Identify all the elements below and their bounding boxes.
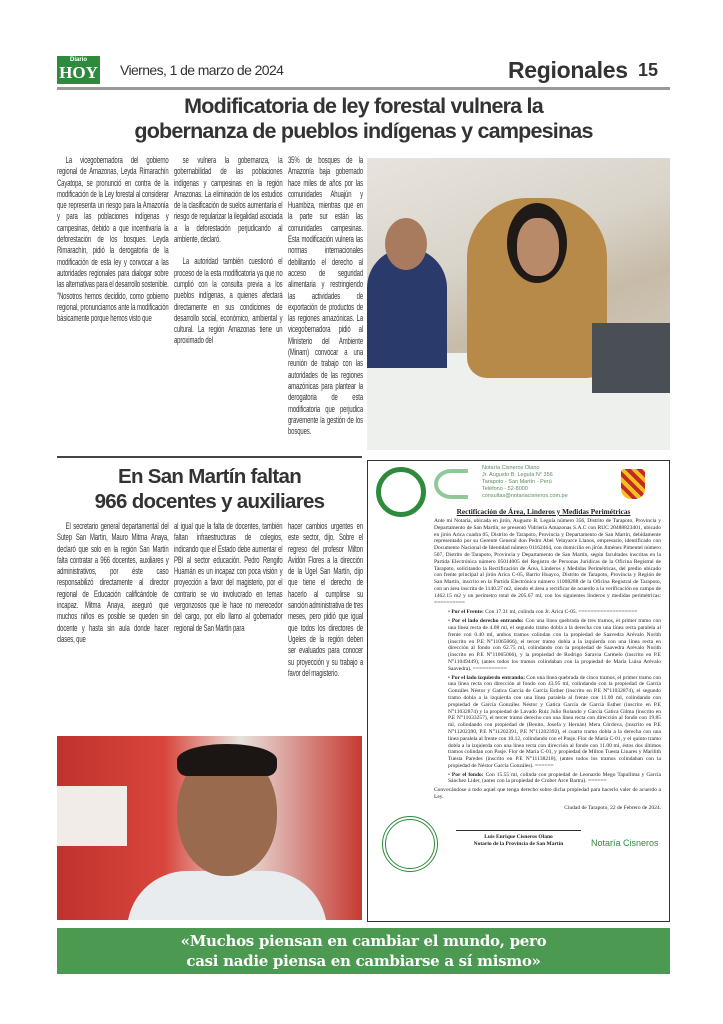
article1-column-2: [174, 155, 283, 347]
paragraph: hacer cambios urgentes en este sector, dijo. Sobre el regreso del profesor Milton Avidón Flores a la dirección de la Ugel San Martín, dijo que tiene el derecho de hacerlo al cumplirse su sanción administrativa de tres meses, pero pidió que igual que todos los directores de Ugeles de la región deben ser evaluados para conocer su proyección y su trabajo a favor del magisterio.: [288, 521, 364, 679]
quote-line: casi nadie piensa en cambiarse a sí mismo»: [186, 952, 541, 970]
item-label: Por el lado derecho entrando:: [451, 618, 524, 625]
header-line: consultas@notariacisneros.com.pe: [482, 493, 568, 499]
header-line: Teléfono - 52-8000: [482, 486, 528, 492]
logo-big-text: HOY: [59, 63, 98, 82]
headline-line: Modificatoria de ley forestal vulnera la: [184, 94, 543, 118]
article2-column-3: [288, 521, 363, 679]
notice-intro: Ante mi Notaría, ubicada en jirón, Augusto B. Leguía número 356, Distrito de Tarapoto, Provincia y Departamento de San Martín, se presentó Vidriería Amazonas S.A.C con RUC 20488823401, ubicado en jirón Arica cuadra 05, Distrito de Tarapoto, Provincia y Departamento de San Martín, debidamente representado por su Gerente General don Pedro Abel Velayarce Llanos, empresario, identificado con Documento Nacional de Identidad número 01162464, con domicilio en jirón Jiménez Pimentel número 507, Distrito de Tarapoto, Provincia y Departamento de San Martín, según facultades inscritas en la Partida Electrónica número 05014005 del Registro de Personas Jurídicas de la Oficina Registral de Tarapoto, solicitando la Rectificación de Área, Linderos y Medidas Perimétricas, del predio ubicado con frente principal al jirón Arica C-05, Barrio Huayco, Distrito de Tarapoto, Provincia y Región de San Martín, inscrito en la Partida Electrónica número 11008288 de la Oficina Registral de Tarapoto, con un área inscrita de 1140.27 m2, siendo el área a rectificar de acuerdo a la verificación en campo de 1462.15 m2 y un perímetro total de 205.67 ml, con los siguientes linderos y medidas perimétricas: ==========: [434, 518, 661, 606]
boundary-item: • Por el lado derecho entrando: Con una línea quebrada de tres tramos, el primer tramo con una línea recta de 4.08 ml, el segundo tramo dobla a la derecha con una línea recta paralela al frente con 0.40 ml, ambos tramos colindan con la propiedad de Saavedra Arévalo Norith (inscrito en P.E N°11065066), el tercer tramo dobla a la izquierda con una línea recta en dirección al fondo con 62.75 ml, colindando con la propiedad de Saavedra Arévalo Norith (inscrito en P.E N°11065066), y la propiedad de Rodrigo Saravia Carmelo (inscrito en P.E N°11049449), (antes todos los tramos colindaban con la propiedad de María Luisa Arévalo Saavedra). ===========: [448, 618, 662, 672]
item-text: Con una línea quebrada de cinco tramos, el primer tramo con una línea recta con dirección al fondo con 43.95 ml, colindando con la propiedad de García Gonzáles Néstor y Gatica García de García Esther (inscrito en P.E N°11032874), el segundo tramo dobla a la izquierda con una línea paralela al frente con 11.00 ml, colindando con propiedad de García Gonzáles Néstor y Gatica García de García Esther (inscrito en P.E N°11032874) y la propiedad de Lavado Ruiz Julio Rolando y García Gatica Gilma (inscrito en P.E N°11033257), el tercer tramo derecho con una línea recta con dirección al fondo con 19.85 ml, colindando con propiedad de (Benito, Josefa y Hernán) Mera Córdova, (inscrito en P.E N°11202390, P.E N°11202391, P.E N°11202392), el cuarto tramo dobla a la derecha con una línea paralela al frente con 10.12, colindando con el Pasje. Flor de María C-01, y el quinto tramo dobla a la izquierda con una línea recta con dirección al fondo con 11.00 ml, éstos dos últimos tramos colindan con Pasje. Flor de María C-01, y propiedad de Milton Tuesta Linares y Marilith Tuesta Paredes (inscrito en P.E N°11138218), (antes todos los tramos colindaban con la propiedad de Néstor García Gonzáles). ======: [448, 674, 661, 769]
article-divider: [57, 456, 362, 458]
header-divider: [57, 87, 670, 90]
boundaries-list: [448, 609, 661, 785]
notice-title: Rectificación de Área, Linderos y Medidas Perimétricas: [456, 507, 631, 516]
headline-line: gobernanza de pueblos indígenas y campesinas: [134, 119, 593, 143]
paragraph: al igual que la falta de docentes, también faltan infraestructuras de colegios, indicando que el Estado debe aumentar el PBI al sector educación. Pedro Rengifo Huamán es un incapaz con poca visión y proyección a favor del magisterio, por el contrario se vio involucrado en temas vergonzosos que le hace no merecedor del cargo, por ello llamo al gobernador regional de San Martín para: [174, 521, 283, 634]
boundary-item: • Por el lado izquierdo entrando: Con una línea quebrada de cinco tramos, el primer tramo con una línea recta con dirección al fondo con 43.95 ml, colindando con la propiedad de García Gonzáles Néstor y Gatica García de García Esther (inscrito en P.E N°11032874), el segundo tramo dobla a la izquierda con una línea paralela al frente con 11.00 ml, colindando con propiedad de García Gonzáles Néstor y Gatica García de García Esther (inscrito en P.E N°11032874) y la propiedad de Lavado Ruiz Julio Rolando y García Gatica Gilma (inscrito en P.E N°11033257), el tercer tramo derecho con una línea recta con dirección al fondo con 19.85 ml, colindando con propiedad de (Benito, Josefa y Hernán) Mera Córdova, (inscrito en P.E N°11202390, P.E N°11202391, P.E N°11202392), el cuarto tramo dobla a la derecha con una línea paralela al frente con 10.12, colindando con el Pasje. Flor de María C-01, y el quinto tramo dobla a la izquierda con una línea recta con dirección al fondo con 11.00 ml, éstos dos últimos tramos colindan con Pasje. Flor de María C-01, y propiedad de Milton Tuesta Linares y Marilith Tuesta Paredes (inscrito en P.E N°11138218), (antes todos los tramos colindaban con la propiedad de Néstor García Gonzáles). ======: [448, 674, 661, 769]
notary-header: [482, 465, 608, 500]
item-label: Por el lado izquierdo entrando:: [451, 674, 525, 681]
logo-small-text: Diario: [69, 57, 87, 63]
notice-body: [434, 518, 661, 812]
article2-column-1: [57, 521, 169, 645]
header-line: Tarapoto - San Martín - Perú: [482, 479, 552, 485]
notary-letterhead: [376, 465, 661, 507]
notary-notice: [367, 460, 670, 922]
header-line: Notaría Cisneros Olano: [482, 465, 540, 471]
boundary-item: • Por el Frente: Con 17.31 ml, colinda con Jr. Arica C-05. ===================: [448, 609, 638, 616]
paragraph: 35% de bosques de la Amazonía baja gobernado hace miles de años por las comunidades Ahuajún y Huambiza, mientras que en la parte sur están las comunidades campesinas. Esta modificación vulnera las normas internacionales debilitando el derecho al acceso de seguridad alimentaria y restringiendo las actividades de exportación de productos de las regiones amazónicas. La vicegobernadora pidió al Ministerio del Ambiente (Minam) convocar a una reunión de trabajo con las autoridades de las regiones amazónicas para plantear la derogatoria de esta modificatoria que perjudica gravemente la gestión de los bosques.: [288, 155, 364, 438]
signer-name: Luis Enrique Cisneros Olano: [484, 833, 553, 840]
paragraph: La vicegobernadora del gobierno regional de Amazonas, Leyda Rimarachín Cayatopa, se pronunció en contra de la modificación de la Ley forestal al considerar que representa un riesgo para la Amazonía y para las poblaciones indígenas y campesinas, debido a que incentivaría la deforestación de los bosques. Leyda Rimarachín, pidió la derogatoria de la modificación de esta ley y convocar a las autoridades regionales para dialogar sobre las alternativas para el desarrollo sostenible. "Nosotros hemos decidido, como gobierno regional, pronunciarnos ante la modificación básicamente porque hemos visto que: [57, 155, 169, 325]
headline-line: En San Martín faltan: [117, 465, 302, 488]
notary-stamp-icon: [382, 816, 438, 872]
item-label: Por el Frente:: [451, 609, 484, 616]
signer-title: Notario de la Provincia de San Martín: [473, 840, 564, 847]
item-text: Con 15.55 ml, colinda con propiedad de Leonardo Mego Tapullima y García Sánchez Lider, (antes con la propiedad de Crober Arce Bartra). ======: [448, 771, 661, 785]
item-text: Con 17.31 ml, colinda con Jr. Arica C-05. ===================: [483, 609, 638, 616]
paragraph: se vulnera la gobernanza, la gobernabilidad de las poblaciones indígenas y campesinas en la región Amazonas. La eliminación de los estudios de la clasificación de suelos aumentaría el riesgo de regularizar la ilegalidad asociada a la deforestación perjudicando al ambiente, declaró.: [174, 155, 283, 246]
article2-photo: [57, 736, 362, 920]
coat-of-arms-icon: [621, 469, 645, 499]
article1-photo: [367, 158, 670, 450]
article1-headline: [57, 94, 670, 144]
header-line: Jr. Augusto B. Leguía N° 356: [482, 472, 553, 478]
article2-headline: [57, 464, 362, 514]
page-number: 15: [638, 60, 659, 80]
notary-brand: Notaría Cisneros: [591, 837, 659, 848]
headline-line: 966 docentes y auxiliares: [94, 490, 325, 513]
article2-column-2: [174, 521, 283, 634]
boundary-item: • Por el fondo: Con 15.55 ml, colinda con propiedad de Leonardo Mego Tapullima y García Sánchez Lider, (antes con la propiedad de Crober Arce Bartra). ======: [448, 771, 661, 785]
issue-date: Viernes, 1 de marzo de 2024: [120, 62, 284, 78]
newspaper-logo: [57, 56, 100, 84]
notary-footer: [376, 816, 661, 878]
notary-brand-logo-icon: [434, 469, 468, 499]
item-label: Por el fondo:: [451, 771, 484, 778]
notary-seal-icon: [376, 467, 426, 517]
quote-line: «Muchos piensan en cambiar el mundo, pero: [180, 932, 547, 950]
item-text: Con una línea quebrada de tres tramos, el primer tramo con una línea recta de 4.08 ml, el segundo tramo dobla a la derecha con una línea recta paralela al frente con 0.40 ml, ambos tramos colindan con la propiedad de Saavedra Arévalo Norith (inscrito en P.E N°11065066), el tercer tramo dobla a la izquierda con una línea recta en dirección al fondo con 62.75 ml, colindando con la propiedad de Saavedra Arévalo Norith (inscrito en P.E N°11065066), y la propiedad de Rodrigo Saravia Carmelo (inscrito en P.E N°11049449), (antes todos los tramos colindaban con la propiedad de María Luisa Arévalo Saavedra). ===========: [448, 618, 662, 672]
place-date: Ciudad de Tarapoto, 22 de Febrero de 2024.: [564, 804, 661, 811]
article1-column-3: [288, 155, 363, 437]
paragraph: La autoridad también cuestionó el proceso de la esta modificatoria ya que no cumplió con la consulta previa a los pueblos indígenas, a quienes afectará directamente en sus condiciones de desarrollo social, económico, ambiental y cultural. La región Amazonas tiene un aproximado del: [174, 256, 283, 347]
notice-closing: Convocándose a todo aquel que tenga derecho sobre dicha propiedad para hacerlo valer de acuerdo a Ley.: [434, 787, 661, 801]
section-title: Regionales: [508, 57, 628, 83]
article1-column-1: [57, 155, 169, 324]
signature-block: [456, 830, 581, 848]
quote-banner: [57, 928, 670, 974]
paragraph: El secretario general departamental del Sutep San Martín, Mauro Mitma Anaya, declaró que solo en la región San Martín falta contratar a 966 docentes, auxiliares y administrativos, por éste caso responsabilizó directamente al director regional de Educación calificándole de incapaz. Mitma Anaya, aseguró que muchos niños es posible se queden sin docente y hasta sin aula donde hacer clases, que: [57, 521, 169, 645]
